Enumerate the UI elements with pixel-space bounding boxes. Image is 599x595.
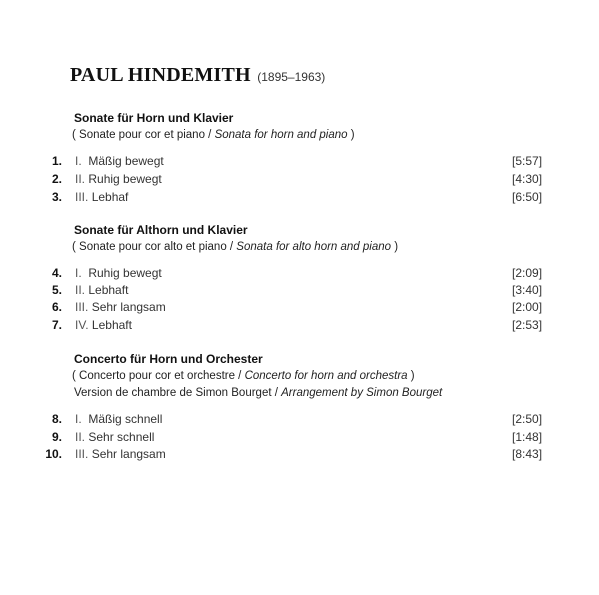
track-duration: [4:30] xyxy=(512,172,543,186)
work-title: Sonate für Althorn und Klavier xyxy=(74,223,248,237)
track-duration: [2:00] xyxy=(512,300,543,314)
track-title: Lebhaf xyxy=(91,190,129,204)
track-row[interactable] xyxy=(0,266,599,283)
track-duration: [3:40] xyxy=(512,283,543,297)
track-duration: [1:48] xyxy=(512,430,543,444)
track-row[interactable] xyxy=(0,172,599,189)
track-number: 4. xyxy=(51,266,62,280)
track-movement: II. Lebhaft xyxy=(75,283,129,297)
track-duration: [8:43] xyxy=(512,447,543,461)
track-number: 5. xyxy=(51,283,62,297)
track-movement: I. Mäßig schnell xyxy=(75,412,163,426)
track-title: Sehr langsam xyxy=(91,447,166,461)
work-subtitle: ( Concerto pour cor et orchestre / Concerto for horn and orchestra ) xyxy=(72,370,415,382)
track-movement: I. Mäßig bewegt xyxy=(75,154,164,168)
track-duration: [2:09] xyxy=(512,266,543,280)
composer-dates: (1895–1963) xyxy=(257,70,326,84)
track-row[interactable] xyxy=(0,300,599,317)
track-movement: I. Ruhig bewegt xyxy=(75,266,162,280)
track-title: Lebhaft xyxy=(91,318,132,332)
track-movement: II. Ruhig bewegt xyxy=(75,172,162,186)
track-row[interactable] xyxy=(0,430,599,447)
track-number: 7. xyxy=(51,318,62,332)
track-title: Ruhig bewegt xyxy=(88,172,162,186)
track-title: Sehr schnell xyxy=(88,430,155,444)
composer-name: PAUL HINDEMITH xyxy=(70,64,251,86)
track-number: 1. xyxy=(51,154,62,168)
track-title: Lebhaft xyxy=(88,283,129,297)
track-movement: II. Sehr schnell xyxy=(75,430,155,444)
track-title: Mäßig schnell xyxy=(88,412,163,426)
track-number: 10. xyxy=(45,447,62,461)
track-duration: [6:50] xyxy=(512,190,543,204)
work-title: Sonate für Horn und Klavier xyxy=(74,111,234,125)
track-row[interactable] xyxy=(0,190,599,207)
track-row[interactable] xyxy=(0,154,599,171)
track-number: 9. xyxy=(51,430,62,444)
work-title: Concerto für Horn und Orchester xyxy=(74,352,263,366)
track-number: 6. xyxy=(51,300,62,314)
track-duration: [2:53] xyxy=(512,318,543,332)
track-number: 2. xyxy=(51,172,62,186)
track-movement: III. Sehr langsam xyxy=(75,300,166,314)
track-title: Mäßig bewegt xyxy=(88,154,164,168)
track-number: 3. xyxy=(51,190,62,204)
track-row[interactable] xyxy=(0,283,599,300)
track-title: Sehr langsam xyxy=(91,300,166,314)
track-row[interactable] xyxy=(0,318,599,335)
work-subtitle: ( Sonate pour cor et piano / Sonata for horn and piano ) xyxy=(72,129,355,141)
work-arrangement: Version de chambre de Simon Bourget / Arrangement by Simon Bourget xyxy=(74,387,443,399)
track-row[interactable] xyxy=(0,447,599,464)
track-movement: III. Lebhaf xyxy=(75,190,129,204)
track-number: 8. xyxy=(51,412,62,426)
work-subtitle: ( Sonate pour cor alto et piano / Sonata for alto horn and piano ) xyxy=(72,241,399,253)
track-title: Ruhig bewegt xyxy=(88,266,162,280)
track-movement: III. Sehr langsam xyxy=(75,447,166,461)
composer-header xyxy=(70,64,325,87)
track-duration: [5:57] xyxy=(512,154,543,168)
track-duration: [2:50] xyxy=(512,412,543,426)
track-row[interactable] xyxy=(0,412,599,429)
track-movement: IV. Lebhaft xyxy=(75,318,132,332)
